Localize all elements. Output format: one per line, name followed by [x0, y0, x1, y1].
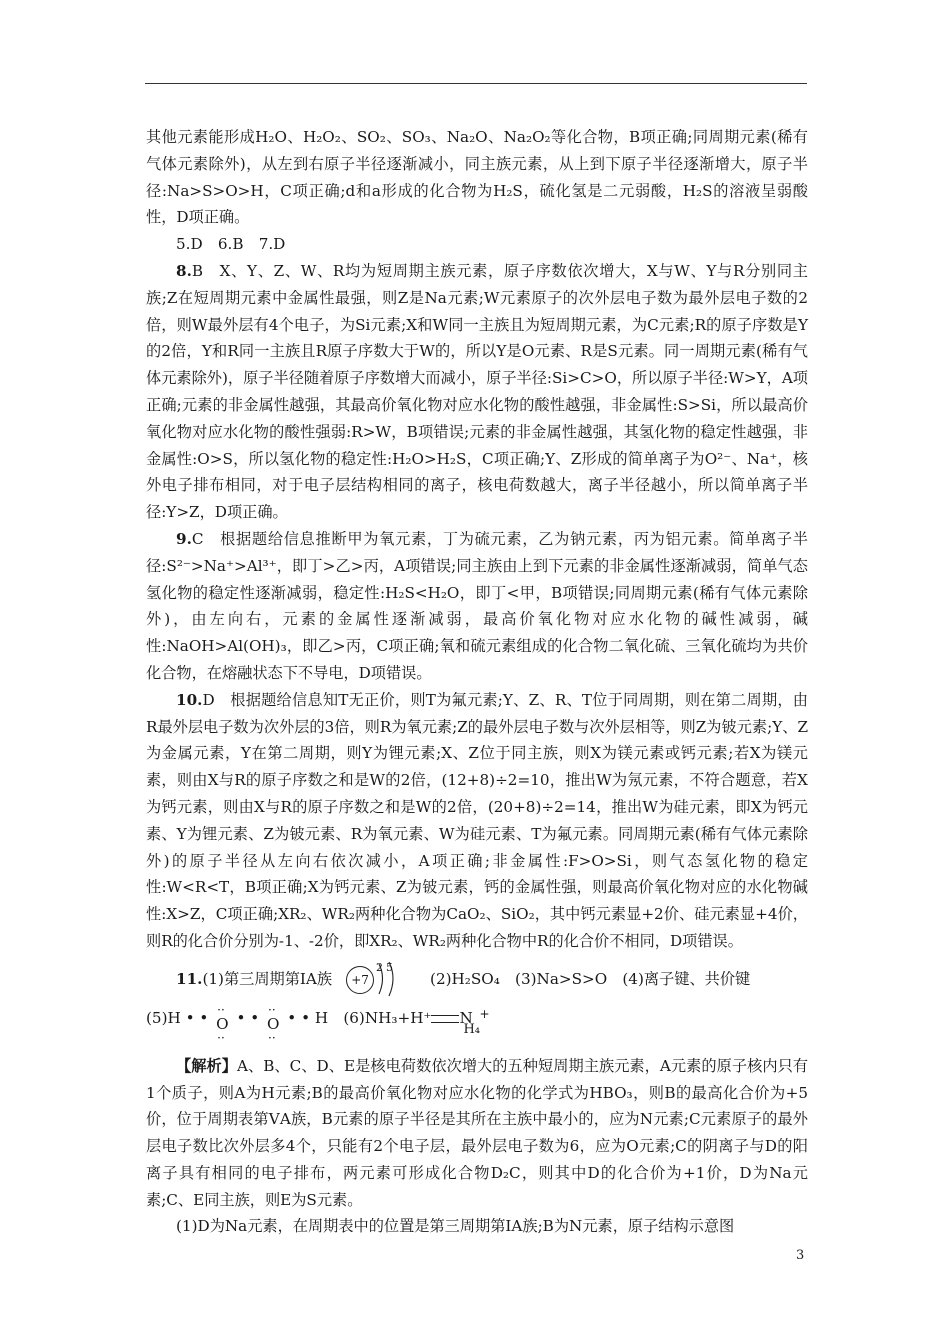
page-number: 3 — [796, 1248, 805, 1263]
header-rule — [145, 83, 807, 84]
question-8 — [146, 258, 808, 526]
h-atom: H — [167, 1008, 181, 1027]
analysis-label: 【解析】 — [176, 1056, 237, 1075]
q9-number: 9. — [176, 529, 192, 548]
o-atom: ·· O ·· — [267, 1009, 279, 1039]
shell-1-count: 2 — [376, 960, 384, 974]
answers-5-7: 5.D 6.B 7.D — [176, 235, 286, 254]
document-body — [146, 124, 808, 1240]
n-symbol: N — [459, 1008, 473, 1027]
h2o2-electron-formula: H • • ·· O ·· • • ·· O ·· • • H — [168, 1009, 329, 1027]
charge-plus: + — [479, 1006, 490, 1021]
ammonium-ion — [459, 1003, 490, 1037]
q11-part2: (2)H₂SO₄ (3)Na>S>O (4)离子键、共价键 — [430, 969, 751, 988]
question-11-answers — [146, 955, 808, 1003]
h-atom: H — [314, 1008, 329, 1027]
analysis-paragraph — [146, 1053, 808, 1214]
h4-subscript: H₄ — [463, 1021, 481, 1037]
question-11-part5-6 — [146, 1003, 808, 1053]
nitrogen-atom-structure-diagram — [346, 960, 416, 1000]
q10-number: 10. — [176, 690, 203, 709]
shell-2-count: 5 — [386, 960, 394, 974]
q11-part1: (1)第三周期第ⅠA族 — [202, 969, 333, 988]
q9-text: C 根据题给信息推断甲为氧元素，丁为硫元素，乙为钠元素，丙为铝元素。简单离子半径:S²⁻>Na⁺>Al³⁺，即丁>乙>丙，A项错误;同主族由上到下元素的非金属性逐渐减弱，简单气态氢化物的稳定性逐渐减弱，稳定性:H₂S<H₂O，即丁<甲，B项错误;同周期元素(稀有气体元素除外)，由左向右，元素的金属性逐渐减弱，最高价氧化物对应水化物的碱性减弱，碱性:NaOH>Al(OH)₃，即乙>丙，C项正确;氧和硫元素组成的化合物二氧化硫、三氧化硫均为共价化合物，在熔融状态下不导电，D项错误。 — [146, 529, 808, 682]
o-atom: ·· O ·· — [216, 1009, 228, 1039]
analysis-paragraph-2: (1)D为Na元素，在周期表中的位置是第三周期第ⅠA族;B为N元素，原子结构示意图 — [176, 1217, 735, 1236]
q11-number: 11. — [176, 969, 203, 988]
q11-part5-label: (5) — [146, 1008, 168, 1027]
analysis-text: A、B、C、D、E是核电荷数依次增大的五种短周期主族元素，A元素的原子核内只有1个质子，则A为H元素;B的最高价氧化物对应水化物的化学式为HBO₃，则B的最高化合价为+5价，位于周期表第ⅤA族，B元素的原子半径是其所在主族中最小的，应为N元素;C元素原子的最外层电子数比次外层多4个，只能有2个电子层，最外层电子数为6，应为O元素;C的阴离子与D的阳离子具有相同的电子排布，两元素可形成化合物D₂C，则其中D的化合价为+1价，D为Na元素;C、E同主族，则E为S元素。 — [146, 1056, 809, 1209]
q11-part6-prefix: (6)NH₃+H⁺ — [343, 1008, 432, 1027]
question-10 — [146, 687, 808, 955]
intro-paragraph: 其他元素能形成H₂O、H₂O₂、SO₂、SO₃、Na₂O、Na₂O₂等化合物，B项正确;同周期元素(稀有气体元素除外)，从左到右原子半径逐渐减小，同主族元素，从上到下原子半径逐渐增大，原子半径:Na>S>O>H，C项正确;d和a形成的化合物为H₂S，硫化氢是二元弱酸，H₂S的溶液呈弱酸性，D项正确。 — [146, 128, 808, 227]
equilibrium-arrow-icon — [431, 1015, 459, 1023]
atom-nucleus: +7 — [346, 966, 374, 994]
q8-number: 8. — [176, 261, 192, 280]
q8-text: B X、Y、Z、W、R均为短周期主族元素，原子序数依次增大，X与W、Y与R分别同主族;Z在短周期元素中金属性最强，则Z是Na元素;W元素原子的次外层电子数为最外层电子数的2倍，则W最外层有4个电子，为Si元素;X和W同一主族且为短周期元素，为C元素;R的原子序数是Y的2倍，Y和R同一主族且R原子序数大于W的，所以Y是O元素、R是S元素。同一周期元素(稀有气体元素除外)，原子半径随着原子序数增大而减小，原子半径:Si>C>O，所以原子半径:W>Y，A项正确;元素的非金属性越强，其最高价氧化物对应水化物的酸性越强，非金属性:S>Si，所以最高价氧化物对应水化物的酸性强弱:R>W，B项错误;元素的非金属性越强，其氢化物的稳定性越强，非金属性:O>S，所以氢化物的稳定性:H₂O>H₂S，C项正确;Y、Z形成的简单离子为O²⁻、Na⁺，核外电子排布相同，对于电子层结构相同的离子，核电荷数越大，离子半径越小，所以简单离子半径:Y>Z，D项正确。 — [146, 261, 808, 522]
question-9 — [146, 526, 808, 687]
q10-text: D 根据题给信息知T无正价，则T为氟元素;Y、Z、R、T位于同周期，则在第二周期，由R最外层电子数为次外层的3倍，则R为氧元素;Z的最外层电子数与次外层相等，则Z为铍元素;Y、Z为金属元素，Y在第二周期，则Y为锂元素;X、Z位于同主族，则X为镁元素或钙元素;若X为镁元素，则由X与R的原子序数之和是W的2倍，(12+8)÷2=10，推出W为氖元素，不符合题意，若X为钙元素，则由X与R的原子序数之和是W的2倍，(20+8)÷2=14，推出W为硅元素，即X为钙元素、Y为锂元素、Z为铍元素、R为氧元素、W为硅元素、T为氟元素。同周期元素(稀有气体元素除外)的原子半径从左向右依次减小，A项正确;非金属性:F>O>Si，则气态氢化物的稳定性:W<R<T，B项正确;X为钙元素、Z为铍元素，钙的金属性强，则最高价氧化物对应的水化物碱性:X>Z，C项正确;XR₂、WR₂两种化合物为CaO₂、SiO₂，其中钙元素显+2价、硅元素显+4价，则R的化合价分别为-1、-2价，即XR₂、WR₂两种化合物中R的化合价不相同，D项错误。 — [146, 690, 808, 950]
